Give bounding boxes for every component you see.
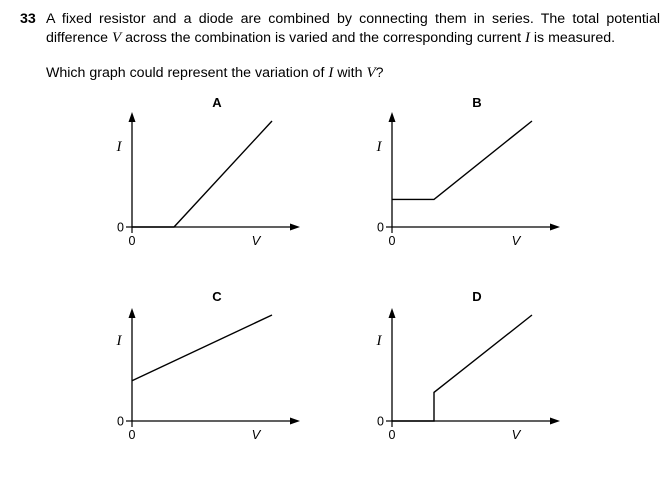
graph-a-x-axis-label: V xyxy=(251,233,261,248)
question-number: 33 xyxy=(20,11,36,27)
graph-d-x-axis-label: V xyxy=(511,427,521,442)
question-line-1: A fixed resistor and a diode are combined by connecting them in series. The total potential xyxy=(46,11,660,27)
question-line-2: difference V across the combination is varied and the corresponding current I is measured. xyxy=(46,30,616,46)
graph-b-y-origin-label: 0 xyxy=(377,220,384,235)
graph-c-label: C xyxy=(212,289,222,304)
graph-a-y-arrow xyxy=(129,112,136,122)
graph-a-x-origin-label: 0 xyxy=(128,234,136,248)
graph-d-x-arrow xyxy=(550,418,560,425)
variable-i: I xyxy=(524,30,530,46)
graph-c-y-origin-label: 0 xyxy=(117,414,124,429)
graph-c-x-arrow xyxy=(290,418,300,425)
graph-a-label: A xyxy=(212,95,222,110)
graph-b-x-origin-label: 0 xyxy=(388,234,396,248)
graph-c-y-axis-label: I xyxy=(116,333,122,349)
graph-d-x-origin-label: 0 xyxy=(388,428,396,442)
graph-a-series-line xyxy=(132,121,272,227)
variable-v: V xyxy=(112,30,122,46)
graph-d-series-line xyxy=(392,315,532,421)
variable-i: I xyxy=(328,65,334,81)
graph-c-x-axis-label: V xyxy=(251,427,261,442)
graph-b-x-arrow xyxy=(550,224,560,231)
graph-b-series-line xyxy=(392,121,532,199)
variable-v: V xyxy=(366,65,376,81)
graph-a-y-axis-label: I xyxy=(116,139,122,155)
graph-b-y-arrow xyxy=(389,112,396,122)
graph-c-y-arrow xyxy=(129,308,136,318)
graph-b-x-axis-label: V xyxy=(511,233,521,248)
graph-c-x-origin-label: 0 xyxy=(128,428,136,442)
graph-a-y-origin-label: 0 xyxy=(117,220,124,235)
question-prompt: Which graph could represent the variation of I with V? xyxy=(46,65,384,81)
graph-c-series-line xyxy=(132,315,272,381)
graph-d-y-arrow xyxy=(389,308,396,318)
graph-d-label: D xyxy=(472,289,482,304)
graph-a-x-arrow xyxy=(290,224,300,231)
graph-d-y-origin-label: 0 xyxy=(377,414,384,429)
graph-b-label: B xyxy=(472,95,482,110)
graph-b-y-axis-label: I xyxy=(376,139,382,155)
graph-d-y-axis-label: I xyxy=(376,333,382,349)
